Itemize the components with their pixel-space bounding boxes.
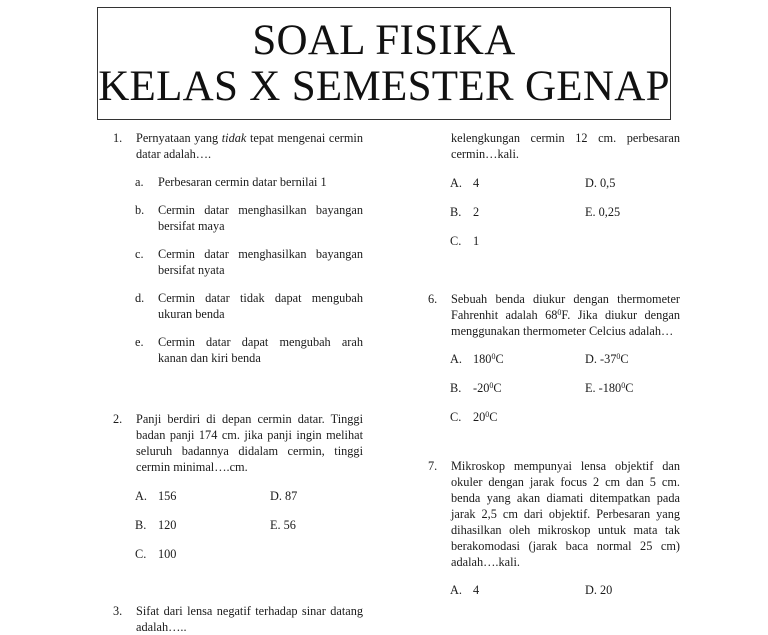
option-row: A. 4 D. 0,5 [450, 176, 616, 190]
option-row: C. 100 [135, 547, 177, 561]
option-d: d. Cermin datar tidak dapat mengubah ukuran benda [135, 291, 363, 321]
option-row: B. 2 E. 0,25 [450, 205, 621, 219]
option-e: e. Cermin datar dapat mengubah arah kanan dan kiri benda [135, 335, 363, 365]
question-number: 6. [428, 292, 438, 306]
question-text: Sebuah benda diukur dengan thermometer Fahrenhit adalah $68^0F$. Jika diukur dengan menggunakan thermometer Celcius adalah… [451, 292, 680, 338]
option-a: a. Perbesaran cermin datar bernilai 1 [135, 175, 327, 189]
option-row: A. $180^0C$ D. $-37^0C$ [450, 352, 629, 366]
option-row: B. $-20^0C$ E. $-180^0C$ [450, 381, 634, 395]
question-text: Sifat dari lensa negatif terhadap sinar datang adalah….. [136, 604, 363, 634]
right-column [428, 130, 680, 598]
question-number: 1. [113, 131, 123, 145]
option-row: B. 120 E. 56 [135, 518, 296, 532]
option-row: C. $20^0C$ [450, 410, 498, 424]
left-column [113, 130, 363, 635]
option-row: A. 156 D. 87 [135, 489, 298, 503]
question-1 [113, 130, 363, 162]
question-text: Pernyataan yang tidak tepat mengenai cermin datar adalah…. [136, 131, 363, 161]
title-line-1: SOAL FISIKA [252, 17, 516, 64]
option-row: A. 4 D. 20 [450, 583, 613, 597]
question-text: Mikroskop mempunyai lensa objektif dan okuler dengan jarak focus 2 cm dan 5 cm. benda yang akan diamati ditempatkan pada jarak 2,5 cm dari objektif. Perbesaran yang dihasilkan oleh mikroskop untuk mata tak berakomodasi (jarak baca normal 25 cm) adalah….kali. [451, 459, 680, 569]
question-number: 3. [113, 604, 123, 618]
question-number: 7. [428, 459, 438, 473]
title-box [97, 7, 671, 120]
title-line-2: KELAS X SEMESTER GENAP [98, 63, 670, 110]
question-text: Panji berdiri di depan cermin datar. Tinggi badan panji 174 cm. jika panji ingin melihat seluruh badannya didalam cermin, tinggi cermin minimal….cm. [136, 412, 363, 474]
question-6 [428, 291, 680, 339]
question-7 [428, 458, 680, 570]
question-3 [113, 603, 363, 635]
question-2 [113, 411, 363, 475]
option-row: C. 1 [450, 234, 480, 248]
question-number: 2. [113, 412, 123, 426]
option-c: c. Cermin datar menghasilkan bayangan bersifat nyata [135, 247, 363, 277]
option-b: b. Cermin datar menghasilkan bayangan bersifat maya [135, 203, 363, 233]
question-5-continued: kelengkungan cermin 12 cm. perbesaran cermin…kali. [451, 131, 680, 161]
